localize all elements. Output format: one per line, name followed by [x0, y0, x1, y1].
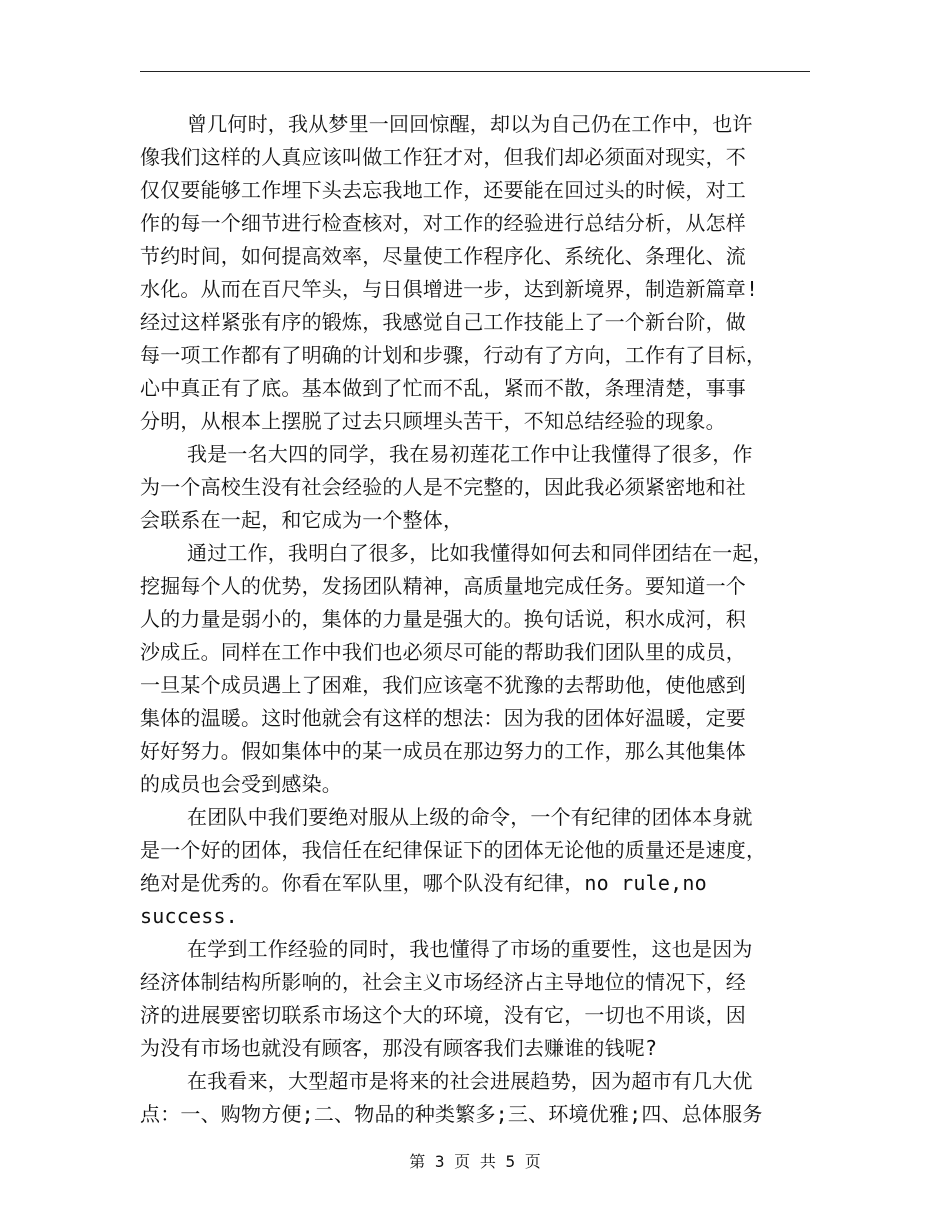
text-line: 一旦某个成员遇上了困难，我们应该毫不犹豫的去帮助他，使他感到: [140, 673, 746, 697]
text-line: 挖掘每个人的优势，发扬团队精神，高质量地完成任务。要知道一个: [140, 574, 746, 598]
text-line: 沙成丘。同样在工作中我们也必须尽可能的帮助我们团队里的成员，: [140, 640, 746, 664]
header-rule: [140, 71, 810, 72]
text-line: 分明，从根本上摆脱了过去只顾埋头苦干，不知总结经验的现象。: [140, 409, 726, 433]
page-footer: 第 3 页 共 5 页: [409, 1152, 541, 1171]
text-line: 济的进展要密切联系市场这个大的环境，没有它，一切也不用谈，因: [140, 1003, 746, 1027]
text-line: 为没有市场也就没有顾客，那没有顾客我们去赚谁的钱呢?: [140, 1036, 658, 1060]
text-line: 的成员也会受到感染。: [140, 772, 342, 796]
text-line: 经济体制结构所影响的，社会主义市场经济占主导地位的情况下，经: [140, 970, 746, 994]
text-line: 每一项工作都有了明确的计划和步骤，行动有了方向，工作有了目标，: [140, 343, 767, 367]
text-line: 水化。从而在百尺竿头，与日俱增进一步，达到新境界，制造新篇章!: [140, 277, 759, 301]
paragraph-first-line: 在团队中我们要绝对服从上级的命令，一个有纪律的团体本身就: [187, 805, 753, 829]
text-line: 人的力量是弱小的，集体的力量是强大的。换句话说，积水成河，积: [140, 607, 746, 631]
paragraph-first-line: 在学到工作经验的同时，我也懂得了市场的重要性，这也是因为: [187, 937, 753, 961]
text-line: 集体的温暖。这时他就会有这样的想法：因为我的团体好温暖，定要: [140, 706, 746, 730]
text-line: 为一个高校生没有社会经验的人是不完整的，因此我必须紧密地和社: [140, 475, 746, 499]
text-line: 作的每一个细节进行检查核对，对工作的经验进行总结分析，从怎样: [140, 211, 746, 235]
text-line: 会联系在一起，和它成为一个整体，: [140, 508, 464, 532]
text-line: 心中真正有了底。基本做到了忙而不乱，紧而不散，条理清楚，事事: [140, 376, 746, 400]
text-line: 经过这样紧张有序的锻炼，我感觉自己工作技能上了一个新台阶，做: [140, 310, 746, 334]
text-line: success.: [140, 904, 238, 928]
text-line: 好好努力。假如集体中的某一成员在那边努力的工作，那么其他集体: [140, 739, 746, 763]
text-line: 绝对是优秀的。你看在军队里，哪个队没有纪律，no rule,no: [140, 871, 707, 895]
paragraph-first-line: 我是一名大四的同学，我在易初莲花工作中让我懂得了很多，作: [187, 442, 753, 466]
text-line: 仅仅要能够工作埋下头去忘我地工作，还要能在回过头的时候，对工: [140, 178, 746, 202]
paragraph-first-line: 曾几何时，我从梦里一回回惊醒，却以为自己仍在工作中，也许: [187, 112, 753, 136]
paragraph-first-line: 通过工作，我明白了很多，比如我懂得如何去和同伴团结在一起，: [187, 541, 773, 565]
document-body: [140, 108, 810, 1131]
text-line: 节约时间，如何提高效率，尽量使工作程序化、系统化、条理化、流: [140, 244, 746, 268]
text-line: 像我们这样的人真应该叫做工作狂才对，但我们却必须面对现实，不: [140, 145, 746, 169]
text-line: 是一个好的团体，我信任在纪律保证下的团体无论他的质量还是速度，: [140, 838, 767, 862]
paragraph-first-line: 在我看来，大型超市是将来的社会进展趋势，因为超市有几大优: [187, 1069, 753, 1093]
text-line: 点：一、购物方便;二、物品的种类繁多;三、环境优雅;四、总体服务: [140, 1102, 763, 1126]
